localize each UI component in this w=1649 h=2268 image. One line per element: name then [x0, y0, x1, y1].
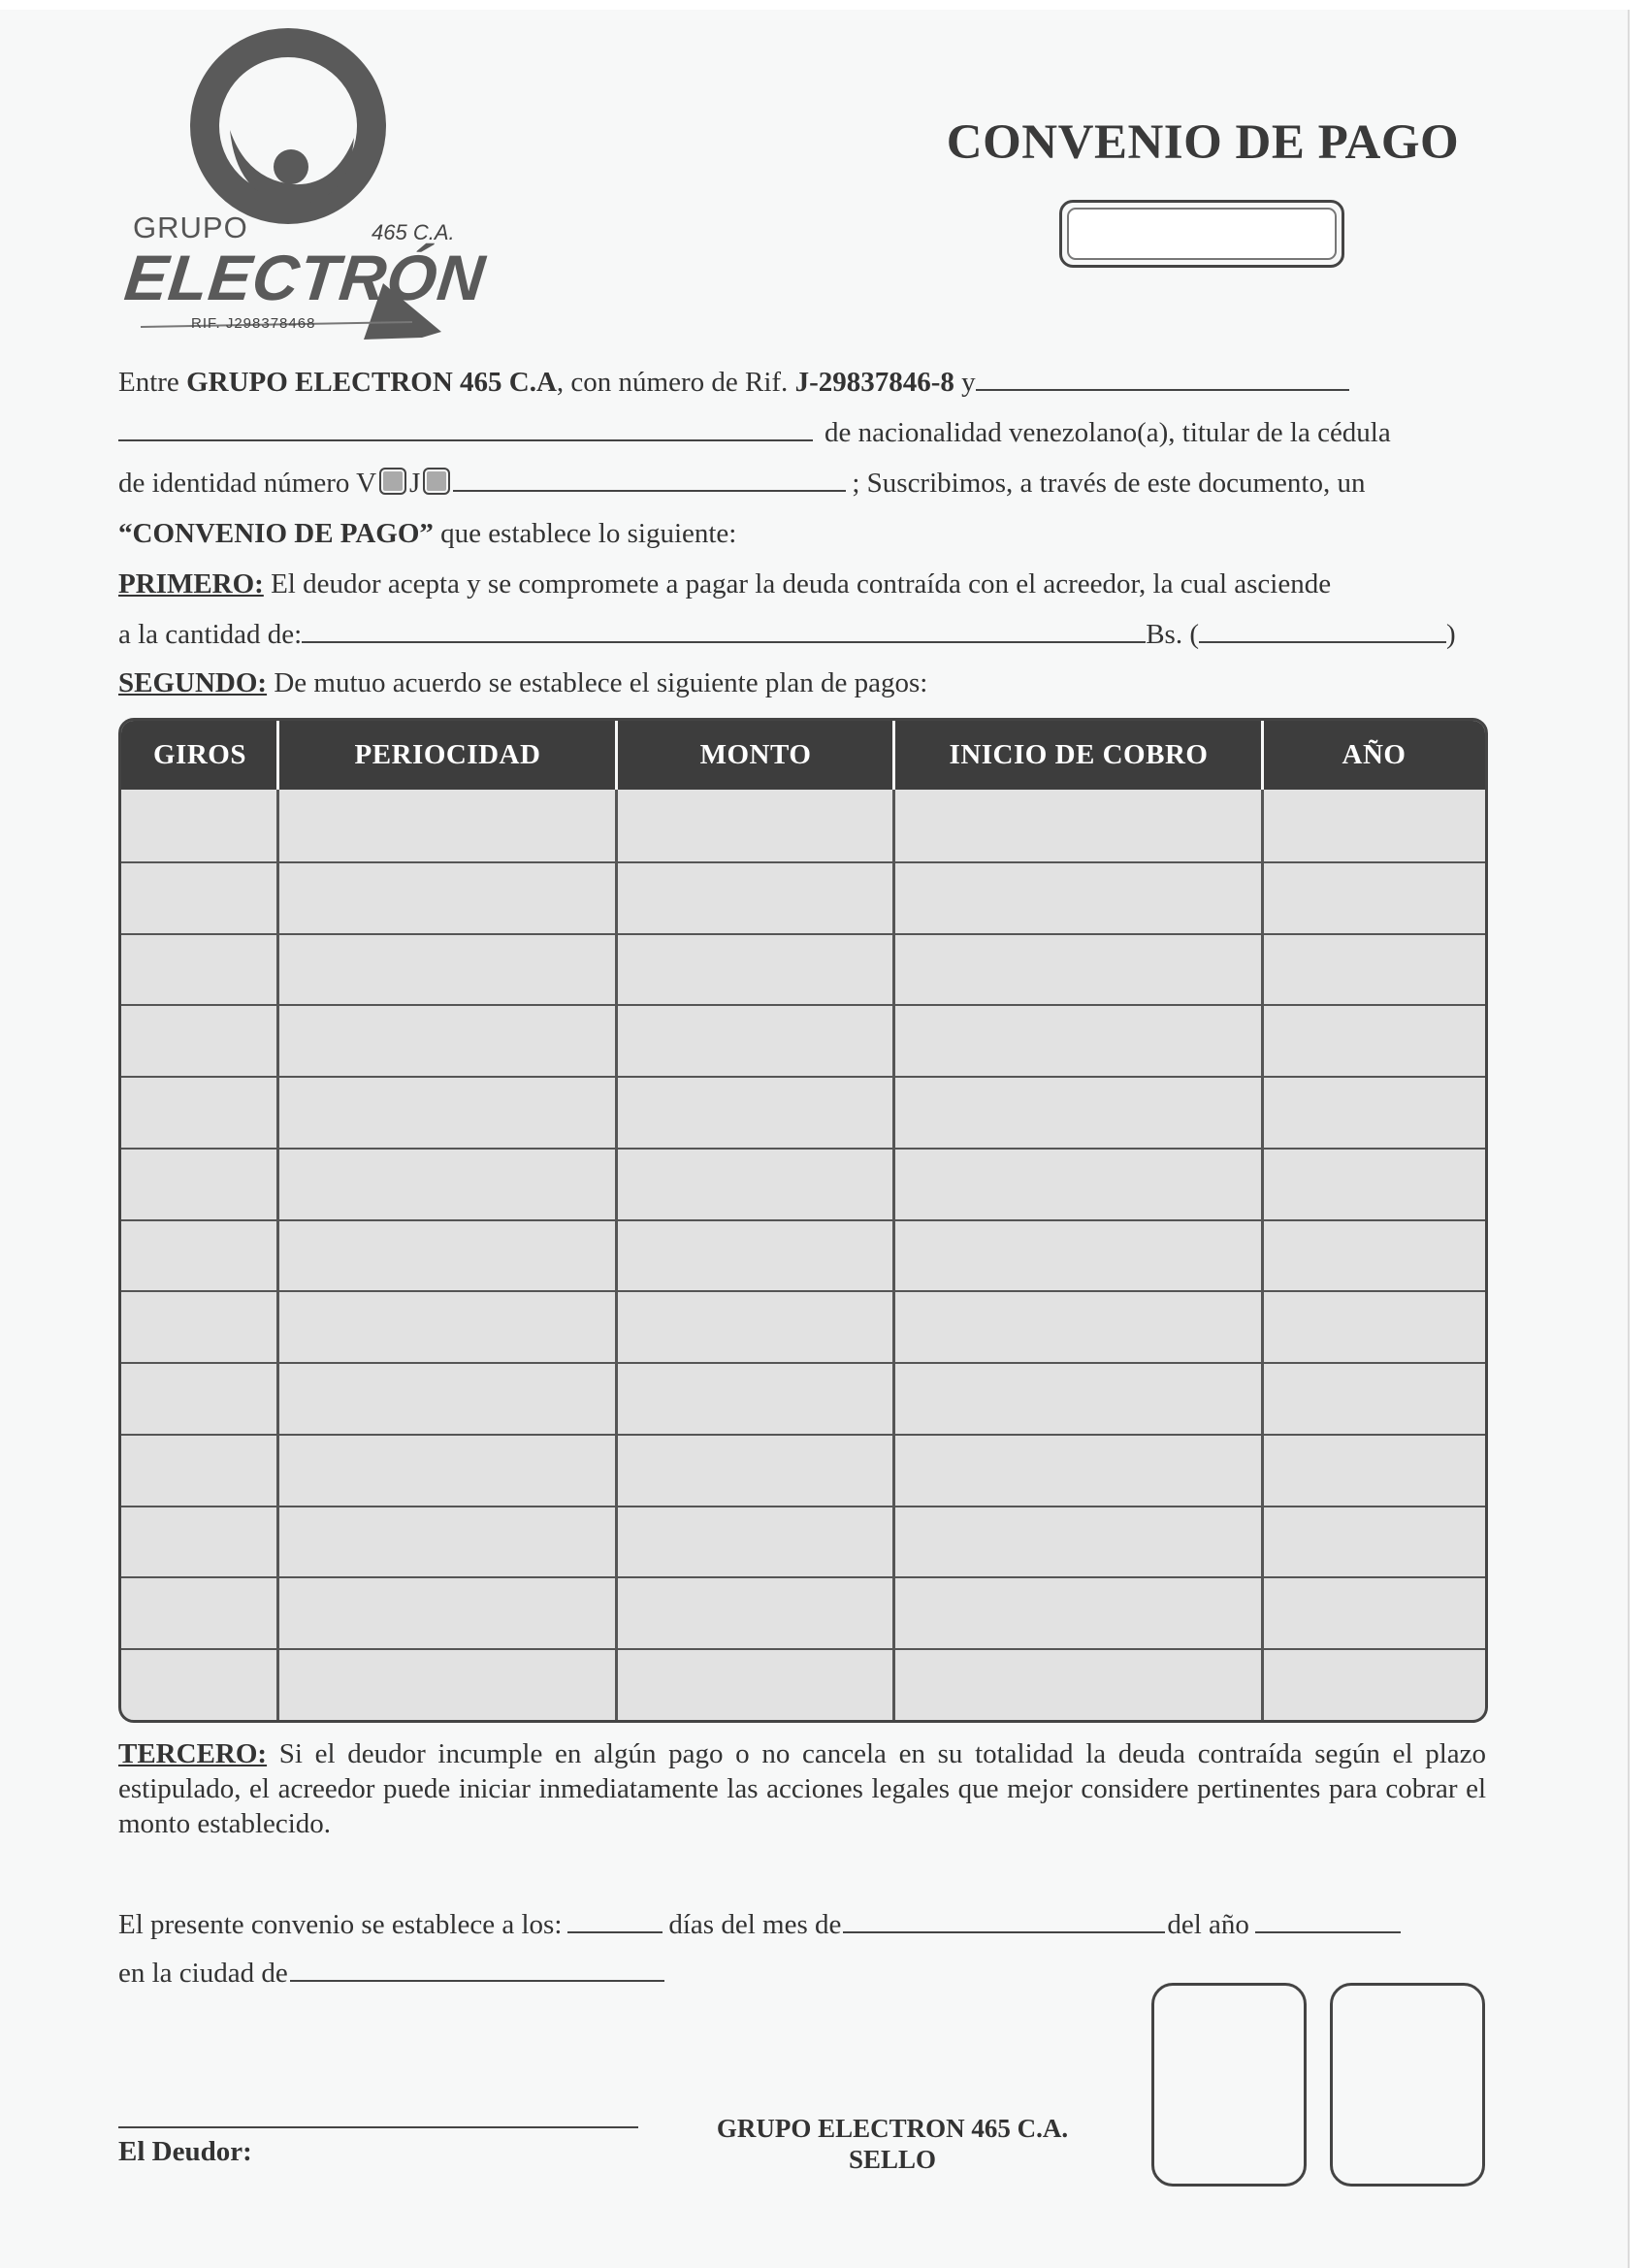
id-number-blank[interactable] — [453, 469, 846, 492]
table-row-line — [121, 1004, 1485, 1006]
footer-company: GRUPO ELECTRON 465 C.A. — [716, 2114, 1069, 2143]
stamp-box-right[interactable] — [1330, 1983, 1485, 2187]
closing-line-2 — [118, 1958, 664, 1990]
table-row-line — [121, 1576, 1485, 1578]
table-row-line — [121, 1219, 1485, 1221]
column-line — [276, 790, 279, 1720]
column-line — [892, 790, 895, 1720]
header-divider — [615, 721, 618, 790]
tercero-paragraph — [118, 1736, 1486, 1841]
company-logo — [121, 21, 500, 351]
checkbox-j[interactable] — [423, 468, 450, 495]
closing-text: en la ciudad de — [118, 1958, 288, 1989]
col-ano: AÑO — [1342, 739, 1406, 770]
document-number-field[interactable] — [1067, 208, 1337, 260]
column-line — [1261, 790, 1264, 1720]
id-label-j: J — [409, 468, 421, 499]
city-blank[interactable] — [290, 1959, 664, 1982]
table-row-line — [121, 1148, 1485, 1150]
paren-close: ) — [1446, 619, 1456, 650]
table-row-line — [121, 1290, 1485, 1292]
table-row-line — [121, 933, 1485, 935]
closing-line-1 — [118, 1909, 1401, 1941]
intro-line-2 — [118, 417, 1391, 449]
stamp-box-left[interactable] — [1151, 1983, 1307, 2187]
amount-label: a la cantidad de: — [118, 619, 303, 650]
intro-text: que establece lo siguiente: — [433, 518, 737, 549]
intro-line-3 — [118, 468, 1365, 500]
primero-text: El deudor acepta y se compromete a pagar la deuda contraída con el acreedor, la cual asciende — [263, 568, 1332, 599]
document-number-box[interactable] — [1059, 200, 1344, 268]
header-divider — [276, 721, 279, 790]
col-periocidad: PERIOCIDAD — [354, 739, 541, 770]
closing-text: El presente convenio se establece a los: — [118, 1909, 563, 1940]
column-line — [615, 790, 618, 1720]
id-label: de identidad número V — [118, 468, 377, 499]
amount-number-blank[interactable] — [1199, 620, 1446, 643]
header-divider — [1261, 721, 1264, 790]
intro-line-4 — [118, 518, 736, 550]
company-signature-block — [679, 2113, 1106, 2175]
agreement-name: “CONVENIO DE PAGO” — [118, 518, 434, 549]
debtor-signature-line[interactable] — [118, 2126, 638, 2128]
intro-text: Entre — [118, 367, 187, 398]
amount-words-blank[interactable] — [302, 620, 1146, 643]
year-blank[interactable] — [1255, 1910, 1401, 1933]
debtor-name-blank[interactable] — [976, 368, 1349, 391]
debtor-name-blank-2[interactable] — [118, 418, 813, 441]
segundo-label: SEGUNDO: — [118, 667, 268, 698]
table-row-line — [121, 1362, 1485, 1364]
checkbox-v[interactable] — [379, 468, 406, 495]
primero-line-2 — [118, 619, 1456, 651]
logo-grupo-text: GRUPO — [133, 211, 248, 244]
company-name: GRUPO ELECTRON 465 C.A — [186, 367, 557, 398]
logo-name-text: ELECTRÓN — [121, 242, 489, 313]
col-monto: MONTO — [699, 739, 812, 770]
footer-seal: SELLO — [848, 2145, 937, 2174]
table-row-line — [121, 1076, 1485, 1078]
logo-swoosh-icon — [121, 244, 500, 351]
segundo-text: De mutuo acuerdo se establece el siguiente plan de pagos: — [267, 667, 928, 698]
closing-text: días del mes de — [668, 1909, 842, 1940]
header-divider — [892, 721, 895, 790]
day-blank[interactable] — [567, 1910, 663, 1933]
primero-label: PRIMERO: — [118, 568, 264, 599]
logo-suffix-text: 465 C.A. — [372, 220, 455, 244]
table-header — [121, 721, 1485, 790]
segundo-line — [118, 667, 927, 699]
intro-text: , con número de Rif. — [556, 367, 795, 398]
table-row-line — [121, 1506, 1485, 1507]
month-blank[interactable] — [843, 1910, 1165, 1933]
document-title: CONVENIO DE PAGO — [946, 115, 1460, 170]
currency-label: Bs. ( — [1146, 619, 1200, 650]
company-rif: J-29837846-8 — [794, 367, 954, 398]
col-inicio-cobro: INICIO DE COBRO — [949, 739, 1209, 770]
col-giros: GIROS — [153, 739, 246, 770]
intro-text: ; Suscribimos, a través de este documento, un — [852, 468, 1366, 499]
logo-circle-icon — [179, 21, 412, 225]
table-row-line — [121, 1434, 1485, 1436]
tercero-label: TERCERO: — [118, 1738, 268, 1769]
tercero-text: Si el deudor incumple en algún pago o no cancela en su totalidad la deuda contraída según el plazo estipulado, el acreedor puede iniciar inmediatamente las acciones legales que mejor considere pertinentes para cobrar el monto establecido. — [118, 1738, 1486, 1839]
table-row-line — [121, 861, 1485, 863]
table-row-line — [121, 1648, 1485, 1650]
payment-plan-table — [118, 718, 1488, 1723]
primero-line-1 — [118, 568, 1331, 600]
closing-text: del año — [1167, 1909, 1249, 1940]
logo-rif-text: RIF. J298378468 — [191, 315, 316, 332]
intro-line-1 — [118, 367, 1349, 399]
debtor-label: El Deudor: — [118, 2136, 252, 2167]
nationality-text: de nacionalidad venezolano(a), titular de la cédula — [824, 417, 1391, 448]
intro-text: y — [954, 367, 976, 398]
